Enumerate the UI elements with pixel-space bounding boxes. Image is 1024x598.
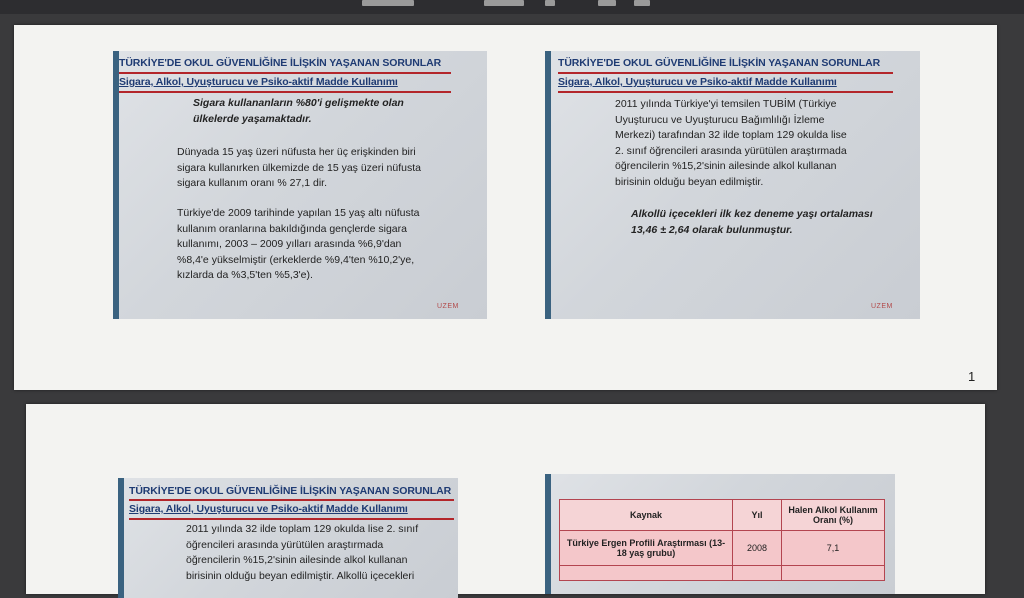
column-header: Yıl (733, 500, 782, 531)
uzem-logo: UZEM (437, 303, 459, 310)
table-cell: 7,1 (782, 531, 885, 566)
title-divider (119, 72, 451, 74)
subtitle-divider (129, 518, 454, 520)
subtitle-divider (558, 91, 893, 93)
slide-alcohol-table (545, 474, 895, 594)
slide-title: TÜRKİYE'DE OKUL GÜVENLİĞİNE İLİŞKİN YAŞANAN SORUNLAR (558, 57, 881, 69)
slide-title: TÜRKİYE'DE OKUL GÜVENLİĞİNE İLİŞKİN YAŞANAN SORUNLAR (129, 485, 452, 497)
column-header: Kaynak (560, 500, 733, 531)
page-indicator-stub[interactable] (362, 0, 414, 6)
viewer-toolbar (0, 0, 1024, 14)
slide-accent-stripe (545, 51, 551, 319)
document-page-1 (14, 25, 997, 390)
uzem-logo: UZEM (871, 303, 893, 310)
page-number: 1 (968, 369, 976, 384)
slide-alcohol (545, 51, 920, 319)
slide-paragraph-1: Dünyada 15 yaş üzeri nüfusta her üç erişkinden biri sigara kullanırken ülkemizde de 15 yaş üzeri nüfusta sigara kullanım oranı % 27,1 dir. (177, 146, 421, 189)
slide-title: TÜRKİYE'DE OKUL GÜVENLİĞİNE İLİŞKİN YAŞANAN SORUNLAR (119, 57, 442, 69)
zoom-in-icon[interactable] (545, 0, 555, 6)
table-header-row (560, 500, 885, 531)
slide-highlight: Alkollü içecekleri ilk kez deneme yaşı ortalaması 13,46 ± 2,64 olarak bulunmuştur. (631, 208, 873, 236)
slide-subtitle: Sigara, Alkol, Uyuşturucu ve Psiko-aktif Madde Kullanımı (558, 76, 837, 88)
subtitle-divider (119, 91, 451, 93)
slide-paragraph-2: Türkiye'de 2009 tarihinde yapılan 15 yaş altı nüfusta kullanım oranlarına bakıldığında gençlerde sigara kullanımı, 2003 – 2009 yılları arasında %6,9'dan %8,4'e yükselmiştir (erkeklerde %9,4'ten %10,2'ye, kızlarda da %3,5'ten %5,3'e). (177, 207, 420, 281)
column-header: Halen Alkol Kullanım Oranı (%) (782, 500, 885, 531)
title-divider (129, 499, 454, 501)
slide-highlight: Sigara kullananların %80'i gelişmekte olan ülkelerde yaşamaktadır. (193, 97, 404, 125)
rotate-icon[interactable] (634, 0, 650, 6)
document-page-2 (26, 404, 985, 594)
alcohol-usage-table (559, 499, 885, 581)
slide-accent-stripe (118, 478, 124, 598)
slide-subtitle: Sigara, Alkol, Uyuşturucu ve Psiko-aktif Madde Kullanımı (129, 503, 408, 515)
slide-alcohol-continued (118, 478, 458, 598)
slide-accent-stripe (545, 474, 551, 594)
slide-paragraph-1: 2011 yılında 32 ilde toplam 129 okulda lise 2. sınıf öğrencileri arasında yürütülen araştırmada öğrencilerin %15,2'sinin ailesinde alkol kullanan birisinin olduğu beyan edilmiştir. Alkollü içecekleri (186, 523, 419, 582)
slide-paragraph-1: 2011 yılında Türkiye'yi temsilen TUBİM (Türkiye Uyuşturucu ve Uyuşturucu Bağımlılığı İzleme Merkezi) tarafından 32 ilde toplam 129 okulda lise 2. sınıf öğrencileri arasında yürütülen araştırmada öğrencilerin %15,2'sinin ailesinde alkol kullanan birisinin olduğu beyan edilmiştir. (615, 98, 847, 188)
slide-subtitle: Sigara, Alkol, Uyuşturucu ve Psiko-aktif Madde Kullanımı (119, 76, 398, 88)
zoom-field-stub[interactable] (484, 0, 524, 6)
table-cell (733, 566, 782, 581)
table-row (560, 531, 885, 566)
table-row (560, 566, 885, 581)
slide-tobacco (113, 51, 487, 319)
present-icon[interactable] (598, 0, 616, 6)
title-divider (558, 72, 893, 74)
table-cell (560, 566, 733, 581)
table-cell: 2008 (733, 531, 782, 566)
table-cell: Türkiye Ergen Profili Araştırması (13-18 yaş grubu) (560, 531, 733, 566)
table-cell (782, 566, 885, 581)
